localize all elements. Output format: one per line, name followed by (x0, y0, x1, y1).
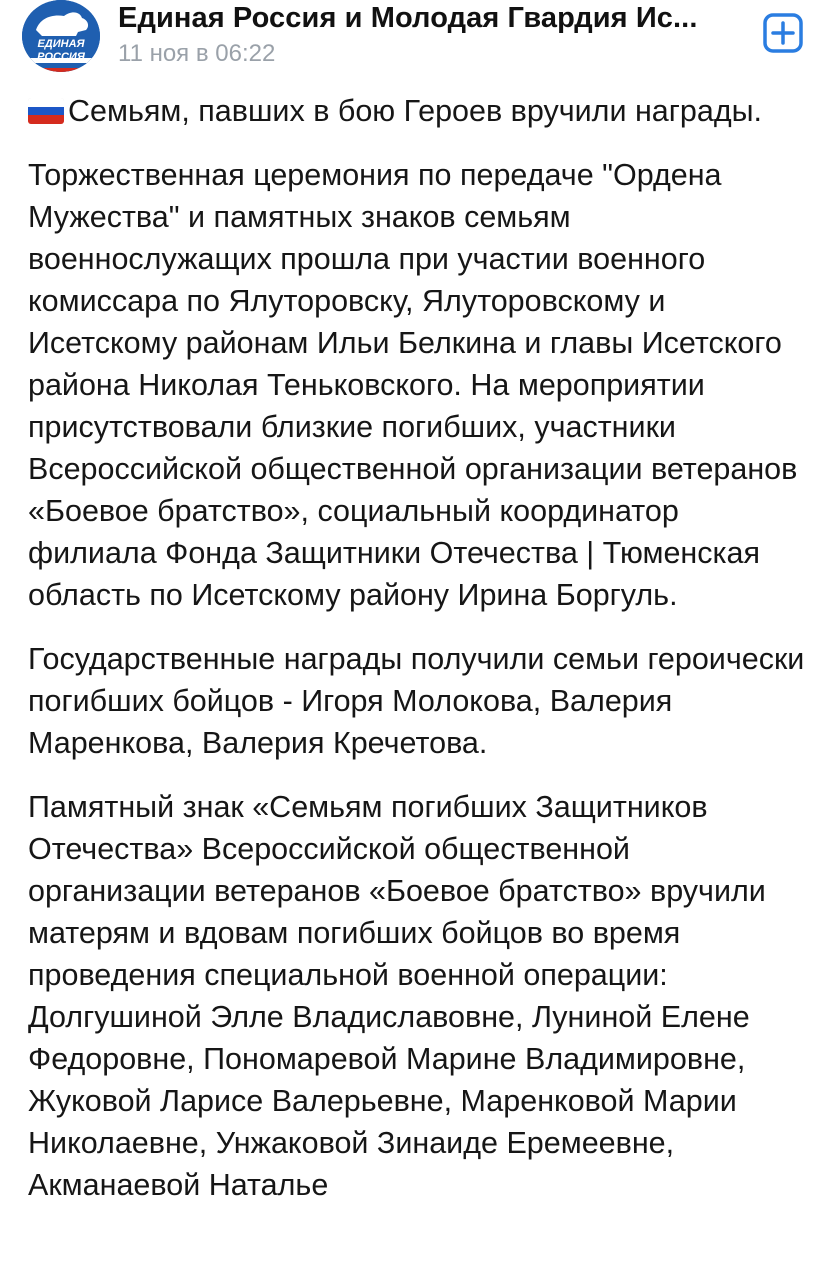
avatar[interactable] (22, 0, 100, 72)
russian-flag-icon (28, 98, 64, 124)
post-text (28, 90, 808, 1228)
add-button[interactable] (762, 12, 804, 54)
post-paragraph-text: Семьям, павших в бою Героев вручили награды. (68, 94, 763, 128)
bottom-fade (0, 1264, 821, 1280)
post-timestamp[interactable]: 11 ноя в 06:22 (118, 40, 276, 67)
group-name[interactable]: Единая Россия и Молодая Гвардия Ис... (118, 2, 698, 34)
post-header (0, 0, 821, 80)
post-paragraph: Государственные награды получили семьи героически погибших бойцов - Игоря Молокова, Валерия Маренкова, Валерия Кречетова. (28, 642, 805, 760)
plus-square-icon (762, 12, 804, 54)
united-russia-logo-icon (22, 0, 100, 72)
svg-text:РОССИЯ: РОССИЯ (37, 51, 85, 63)
svg-text:ЕДИНАЯ: ЕДИНАЯ (37, 38, 85, 50)
post-paragraph (28, 90, 808, 132)
post-paragraph: Памятный знак «Семьям погибших Защитников Отечества» Всероссийской общественной организации ветеранов «Боевое братство» вручили матерям и вдовам погибших бойцов во время проведения специальной военной операции: Долгушиной Элле Владиславовне, Луниной Елене Федоровне, Пономаревой Марине Владимировне, Жуковой Ларисе Валерьевне, Маренковой Марии Николаевне, Унжаковой Зинаиде Еремеевне, Акманаевой Наталье (28, 790, 766, 1202)
post-paragraph: Торжественная церемония по передаче "Ордена Мужества" и памятных знаков семьям военнослужащих прошла при участии военного комиссара по Ялуторовску, Ялуторовскому и Исетскому районам Ильи Белкина и главы Исетского района Николая Теньковского. На мероприятии присутствовали близкие погибших, участники Всероссийской общественной организации ветеранов «Боевое братство», социальный координатор филиала Фонда Защитники Отечества | Тюменская область по Исетскому району Ирина Боргуль. (28, 158, 798, 612)
